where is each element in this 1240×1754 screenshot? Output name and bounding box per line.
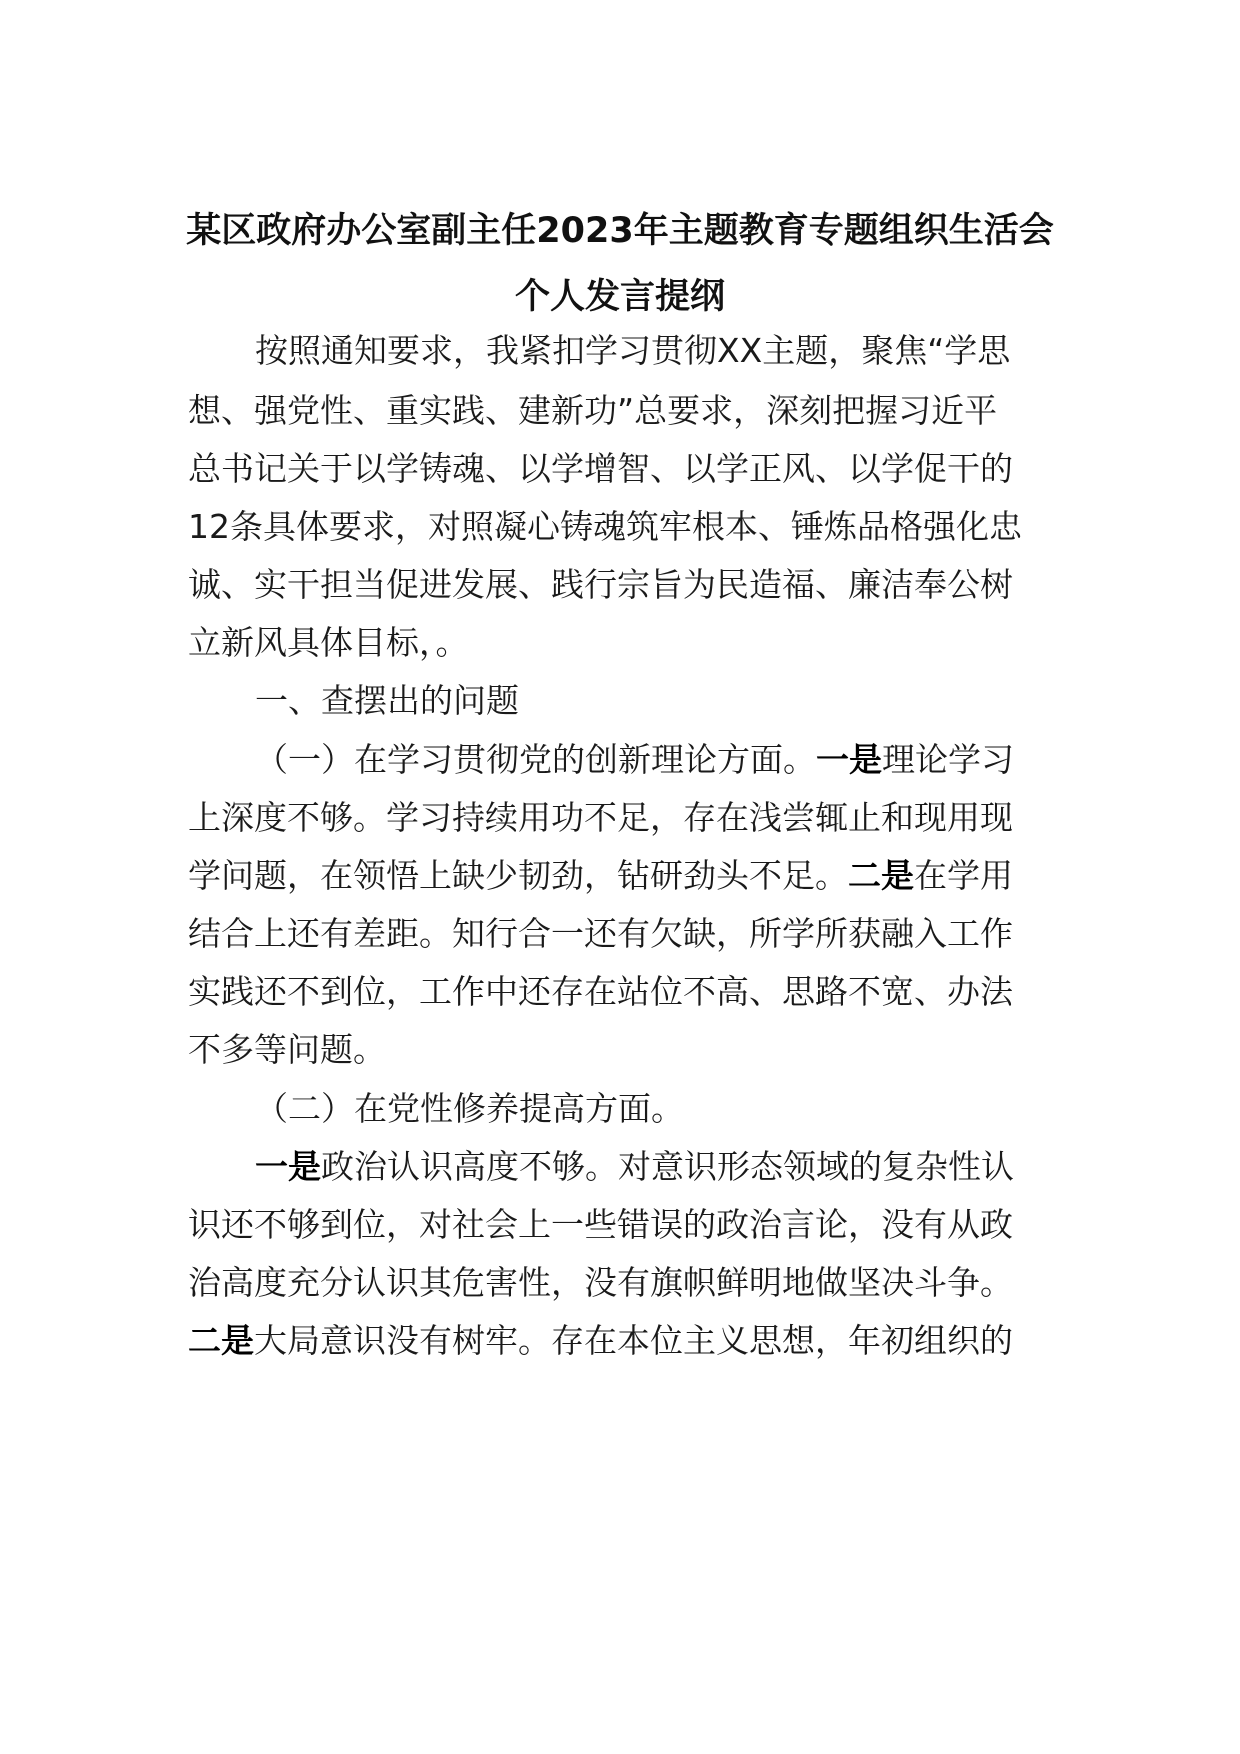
subsection-heading [255, 1076, 1135, 1142]
body-line [188, 785, 1068, 851]
body-line [188, 1017, 1068, 1083]
line-text: 理论学习 [882, 740, 1014, 779]
line-text: （二）在党性修养提高方面。 [255, 1089, 684, 1128]
body-line [255, 318, 1135, 384]
line-text: 结合上还有差距。知行合一还有欠缺，所学所获融入工作 [188, 914, 1013, 953]
line-text: 大局意识没有树牢。存在本位主义思想，年初组织的 [254, 1321, 1013, 1360]
line-text: 总书记关于以学铸魂、以学增智、以学正风、以学促干的 [188, 449, 1013, 488]
line-text: 识还不够到位，对社会上一些错误的政治言论，没有从政 [188, 1205, 1013, 1244]
bold-marker: 一是 [816, 740, 882, 779]
body-line [255, 1134, 1135, 1200]
line-text: 上深度不够。学习持续用功不足，存在浅尝辄止和现用现 [188, 798, 1013, 837]
bold-marker: 二是 [848, 856, 914, 895]
line-text: 一、查摆出的问题 [255, 681, 519, 720]
body-line [188, 552, 1068, 618]
line-text: 按照通知要求，我紧扣学习贯彻XX主题，聚焦“学思 [255, 331, 1011, 370]
bold-marker: 一是 [255, 1147, 321, 1186]
bold-marker: 二是 [188, 1321, 254, 1360]
line-text: 实践还不到位，工作中还存在站位不高、思路不宽、办法 [188, 972, 1013, 1011]
section-heading [255, 668, 1135, 734]
body-line [188, 436, 1068, 502]
body-line [188, 901, 1068, 967]
document-title-line-1: 某区政府办公室副主任2023年主题教育专题组织生活会 [186, 211, 1054, 251]
line-prefix: （一）在学习贯彻党的创新理论方面。 [255, 740, 816, 779]
line-text: 政治认识高度不够。对意识形态领域的复杂性认 [321, 1147, 1014, 1186]
line-prefix: 学问题，在领悟上缺少韧劲，钻研劲头不足。 [188, 856, 848, 895]
body-line [255, 727, 1135, 793]
body-line [188, 959, 1068, 1025]
line-text: 治高度充分认识其危害性，没有旗帜鲜明地做坚决斗争。 [188, 1263, 1013, 1302]
body-line [188, 843, 1068, 909]
body-line [188, 494, 1068, 560]
line-text: 在学用 [914, 856, 1013, 895]
line-text: 立新风具体目标，。 [188, 623, 469, 662]
body-line [188, 1250, 1068, 1316]
body-line [188, 610, 1068, 676]
body-line [188, 1308, 1068, 1374]
line-text: 想、强党性、重实践、建新功”总要求，深刻把握习近平 [188, 391, 998, 430]
body-line [188, 378, 1068, 444]
line-text: 诚、实干担当促进发展、践行宗旨为民造福、廉洁奉公树 [188, 565, 1013, 604]
body-line [188, 1192, 1068, 1258]
line-text: 12条具体要求，对照凝心铸魂筑牢根本、锤炼品格强化忠 [188, 507, 1022, 546]
line-text: 不多等问题。 [188, 1030, 386, 1069]
document-title-line-2: 个人发言提纲 [514, 277, 725, 317]
